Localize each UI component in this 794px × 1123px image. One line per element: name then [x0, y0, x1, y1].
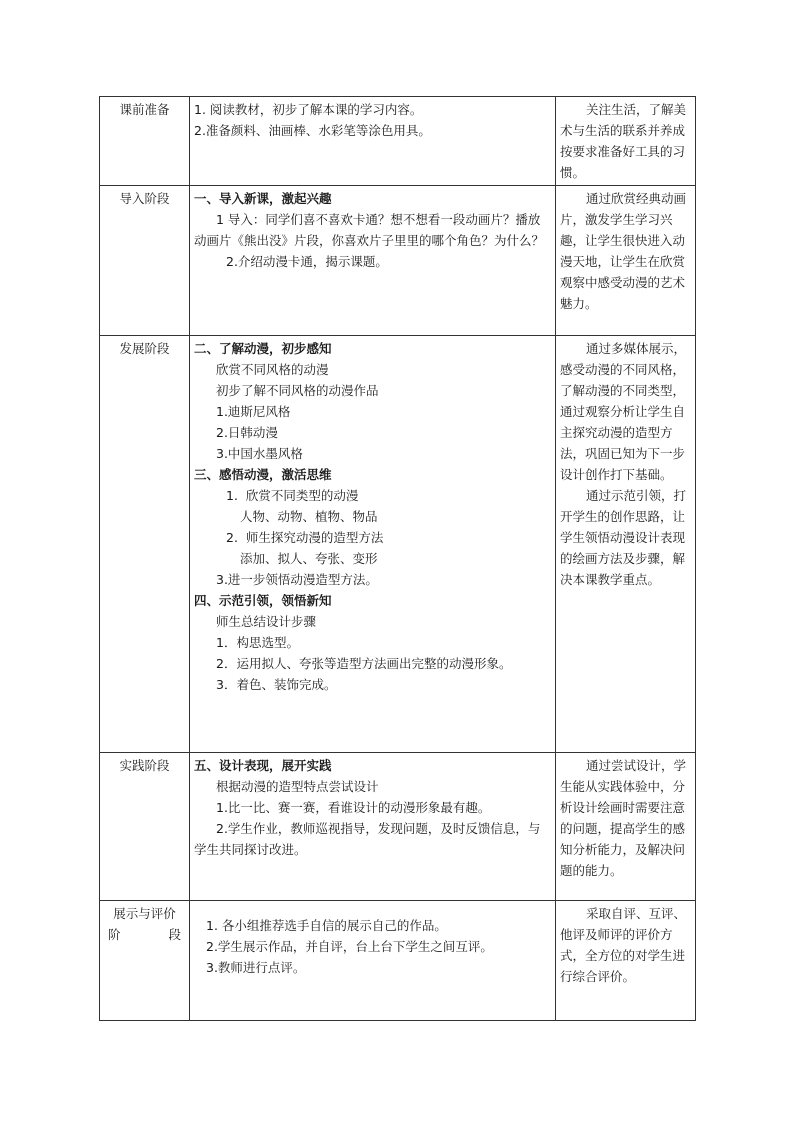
- goal-cell: [556, 901, 696, 1021]
- activity-cell: [190, 97, 556, 186]
- activity-line: 2．运用拟人、夸张等造型方法画出完整的动漫形象。: [216, 656, 512, 671]
- activity-line: 1.比一比、赛一赛，看谁设计的动漫形象最有趣。: [216, 800, 491, 815]
- activity-line: 根据动漫的造型特点尝试设计: [216, 779, 379, 794]
- goal-cell: [556, 336, 696, 753]
- activity-line: 欣赏不同风格的动漫: [216, 362, 329, 377]
- stage-label: 阶段: [108, 927, 181, 942]
- goal-text: 通过示范引领，打开学生的创作思路，让学生领悟动漫设计表现的绘画方法及步骤，解决本课教学重点。: [560, 488, 687, 587]
- activity-line: 2.介绍动漫卡通，揭示课题。: [226, 254, 388, 269]
- activity-line: 1. 欣赏不同类型的动漫: [226, 488, 359, 503]
- stage-cell: [100, 336, 190, 753]
- stage-label: 实践阶段: [119, 758, 170, 773]
- goal-text: 通过欣赏经典动画片，激发学生学习兴趣，让学生很快进入动漫天地，让学生在欣赏观察中感受动漫的艺术魅力。: [560, 191, 687, 311]
- activity-line: 添加、拟人、夸张、变形: [240, 551, 378, 566]
- table-row: [100, 186, 696, 336]
- activity-line: 2.准备颜料、油画棒、水彩笔等涂色用具。: [194, 123, 431, 138]
- goal-text: 通过多媒体展示，感受动漫的不同风格，了解动漫的不同类型，通过观察分析让学生自主探究动漫的造型方法，巩固已知为下一步设计创作打下基础。: [560, 341, 687, 482]
- activity-cell: [190, 753, 556, 901]
- goal-cell: [556, 753, 696, 901]
- section-heading: 五、设计表现，展开实践: [194, 758, 332, 773]
- table-row: [100, 336, 696, 753]
- section-heading: 三、感悟动漫，激活思维: [194, 467, 332, 482]
- activity-line: 3.中国水墨风格: [216, 446, 303, 461]
- activity-line: 初步了解不同风格的动漫作品: [216, 383, 379, 398]
- activity-line: 师生总结设计步骤: [216, 614, 317, 629]
- activity-line: 2.学生展示作品，并自评，台上台下学生之间互评。: [206, 939, 493, 954]
- activity-line: 1.迪斯尼风格: [216, 404, 291, 419]
- activity-line: 3.教师进行点评。: [206, 960, 306, 975]
- activity-cell: [190, 186, 556, 336]
- activity-line: 人物、动物、植物、物品: [240, 509, 378, 524]
- stage-cell: [100, 97, 190, 186]
- stage-cell: [100, 753, 190, 901]
- stage-cell: [100, 901, 190, 1021]
- goal-text: 关注生活，了解美术与生活的联系并养成按要求准备好工具的习惯。: [560, 102, 687, 180]
- activity-cell: [190, 336, 556, 753]
- activity-line: 1. 阅读教材，初步了解本课的学习内容。: [194, 102, 423, 117]
- activity-line: 1 导入：同学们喜不喜欢卡通？想不想看一段动画片？播放动画片《熊出没》片段，你喜欢片子里里的哪个角色？为什么？: [194, 212, 545, 248]
- lesson-plan-table: [99, 96, 696, 1021]
- table-row: [100, 901, 696, 1021]
- activity-line: 2.学生作业，教师巡视指导，发现问题，及时反馈信息，与学生共同探讨改进。: [194, 821, 541, 857]
- activity-line: 2. 师生探究动漫的造型方法: [226, 530, 384, 545]
- table-row: [100, 753, 696, 901]
- table-row: [100, 97, 696, 186]
- activity-line: 2.日韩动漫: [216, 425, 278, 440]
- goal-cell: [556, 97, 696, 186]
- stage-cell: [100, 186, 190, 336]
- goal-text: 采取自评、互评、他评及师评的评价方式，全方位的对学生进行综合评价。: [560, 906, 687, 984]
- activity-line: 3.进一步领悟动漫造型方法。: [216, 572, 378, 587]
- stage-label: 课前准备: [119, 102, 170, 117]
- activity-line: 1. 各小组推荐选手自信的展示自己的作品。: [206, 918, 447, 933]
- activity-line: 1．构思选型。: [216, 635, 299, 650]
- activity-line: 3．着色、装饰完成。: [216, 677, 337, 692]
- activity-cell: [190, 901, 556, 1021]
- stage-label: 展示与评价: [113, 906, 176, 921]
- goal-cell: [556, 186, 696, 336]
- section-heading: 四、示范引领，领悟新知: [194, 593, 332, 608]
- goal-text: 通过尝试设计，学生能从实践体验中，分析设计绘画时需要注意的问题，提高学生的感知分析能力，及解决问题的能力。: [560, 758, 687, 878]
- section-heading: 一、导入新课，激起兴趣: [194, 191, 332, 206]
- section-heading: 二、了解动漫，初步感知: [194, 341, 332, 356]
- stage-label: 发展阶段: [119, 341, 170, 356]
- stage-label: 导入阶段: [119, 191, 170, 206]
